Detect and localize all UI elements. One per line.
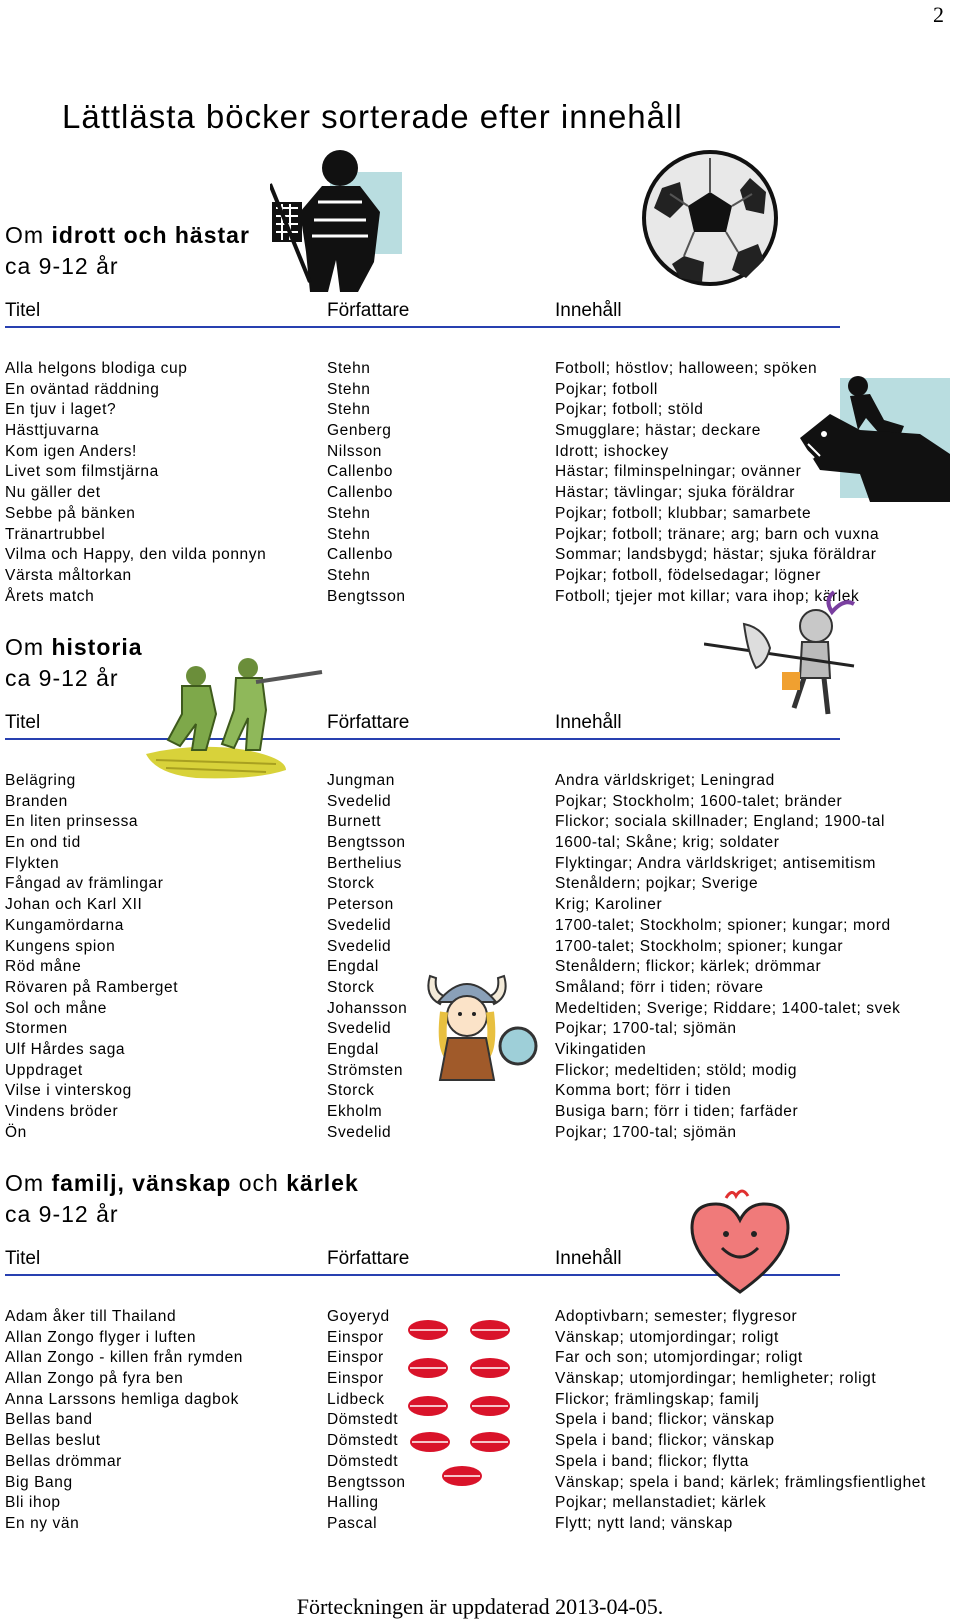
book-content: 1600-tal; Skåne; krig; soldater [555, 834, 780, 852]
book-content: Stenåldern; pojkar; Sverige [555, 875, 759, 893]
table-row [5, 855, 955, 876]
book-title: Årets match [5, 587, 95, 605]
book-author: Storck [327, 875, 375, 893]
book-author: Strömsten [327, 1061, 404, 1079]
book-title: Sol och måne [5, 999, 107, 1017]
col-content: Innehåll [555, 1248, 622, 1269]
book-content: Flyktingar; Andra världskriget; antisemitism [555, 854, 876, 872]
book-author: Goyeryd [327, 1308, 390, 1325]
table-row [5, 1124, 955, 1145]
book-title: Flykten [5, 854, 60, 872]
book-author: Svedelid [327, 937, 392, 955]
book-content: Pojkar; fotboll; klubbar; samarbete [555, 504, 812, 522]
book-title: Sebbe på bänken [5, 504, 136, 522]
book-author: Bengtsson [327, 1473, 406, 1491]
book-title: Uppdraget [5, 1061, 83, 1079]
book-title: Allan Zongo på fyra ben [5, 1370, 184, 1388]
book-author: Stehn [327, 401, 371, 419]
book-content: Smugglare; hästar; deckare [555, 422, 762, 440]
col-title: Titel [5, 1248, 41, 1269]
book-content: Vikingatiden [555, 1040, 647, 1058]
table-row [5, 813, 955, 834]
book-author: Stehn [327, 566, 371, 584]
book-author: Ekholm [327, 1103, 383, 1120]
horse-rider-icon [800, 374, 950, 502]
book-content: Flickor; sociala skillnader; England; 1900-tal [555, 813, 886, 831]
book-title: Stormen [5, 1020, 68, 1038]
book-title: Fångad av främlingar [5, 875, 164, 893]
table-row [5, 896, 955, 917]
book-author: Svedelid [327, 1020, 392, 1038]
book-title: Ön [5, 1123, 27, 1141]
book-author: Stehn [327, 380, 371, 398]
section-heading: Om idrott och hästar [5, 222, 250, 248]
col-author: Författare [327, 712, 410, 733]
table-row [5, 834, 955, 855]
book-content: Fotboll; tjejer mot killar; vara ihop; kärlek [555, 587, 860, 605]
book-author: Einspor [327, 1349, 384, 1367]
book-content: Pojkar; fotboll [555, 380, 658, 398]
table-row [5, 505, 955, 526]
heart-icon [686, 1188, 794, 1296]
book-content: Pojkar; Stockholm; 1600-talet; bränder [555, 792, 843, 810]
book-title: Vindens bröder [5, 1103, 119, 1120]
book-content: Far och son; utomjordingar; roligt [555, 1349, 803, 1367]
book-content: Pojkar; mellanstadiet; kärlek [555, 1494, 767, 1512]
table-row [5, 793, 955, 814]
table-row [5, 1515, 955, 1536]
hockey-goalie-icon [270, 142, 405, 294]
book-title: En liten prinsessa [5, 813, 139, 831]
book-author: Svedelid [327, 916, 392, 934]
book-author: Einspor [327, 1328, 384, 1346]
book-content: Fotboll; höstlov; halloween; spöken [555, 360, 818, 377]
book-author: Svedelid [327, 1123, 392, 1141]
book-content: Adoptivbarn; semester; flygresor [555, 1308, 798, 1325]
book-title: Vilse i vinterskog [5, 1082, 132, 1100]
book-author: Stehn [327, 360, 371, 377]
book-author: Jungman [327, 772, 395, 789]
soldiers-icon [136, 654, 326, 784]
book-title: Adam åker till Thailand [5, 1308, 177, 1325]
col-title: Titel [5, 300, 41, 321]
table-row [5, 526, 955, 547]
book-content: Pojkar; fotboll, födelsedagar; lögner [555, 566, 822, 584]
book-title: En tjuv i laget? [5, 401, 117, 419]
col-title: Titel [5, 712, 41, 733]
footer-updated: Förteckningen är uppdaterad 2013-04-05. [296, 1594, 664, 1619]
section-sports [5, 220, 955, 605]
col-content: Innehåll [555, 712, 622, 733]
book-title: Rövaren på Ramberget [5, 978, 179, 996]
book-content: Idrott; ishockey [555, 442, 669, 460]
book-title: Livet som filmstjärna [5, 463, 159, 481]
book-title: Vilma och Happy, den vilda ponnyn [5, 546, 267, 564]
book-title: Allan Zongo - killen från rymden [5, 1349, 244, 1367]
book-content: Krig; Karoliner [555, 896, 663, 914]
section-heading: Om familj, vänskap och kärlek [5, 1170, 359, 1196]
book-content: Spela i band; flickor; flytta [555, 1452, 750, 1470]
book-author: Dömstedt [327, 1432, 399, 1450]
table-row [5, 875, 955, 896]
section-heading: Om historia [5, 634, 143, 660]
book-title: Belägring [5, 772, 76, 789]
book-title: Branden [5, 792, 68, 810]
book-title: Nu gäller det [5, 484, 101, 502]
table-row [5, 1082, 955, 1103]
book-title: Ulf Hårdes saga [5, 1040, 126, 1058]
book-author: Callenbo [327, 463, 393, 481]
book-author: Peterson [327, 896, 394, 914]
book-author: Dömstedt [327, 1411, 399, 1429]
book-author: Genberg [327, 422, 392, 440]
book-title: Bellas band [5, 1411, 93, 1429]
book-content: Stenåldern; flickor; kärlek; drömmar [555, 958, 822, 976]
book-content: 1700-talet; Stockholm; spioner; kungar [555, 937, 844, 955]
column-headers [5, 300, 840, 328]
book-author: Johansson [327, 999, 408, 1017]
book-content: Busiga barn; förr i tiden; farfäder [555, 1103, 799, 1120]
book-title: Bellas drömmar [5, 1452, 122, 1470]
book-content: Spela i band; flickor; vänskap [555, 1411, 775, 1429]
book-title: Värsta måltorkan [5, 566, 132, 584]
book-author: Engdal [327, 958, 379, 976]
book-content: Hästar; filminspelningar; ovänner [555, 463, 802, 481]
page-title: Lättlästa böcker sorterade efter innehåll [62, 98, 683, 136]
table-row [5, 1103, 955, 1124]
book-author: Dömstedt [327, 1452, 399, 1470]
book-content: Flytt; nytt land; vänskap [555, 1514, 733, 1532]
book-title: Tränartrubbel [5, 525, 106, 543]
knight-icon [704, 588, 860, 722]
page-number: 2 [933, 2, 944, 27]
col-content: Innehåll [555, 300, 622, 321]
book-title: Kom igen Anders! [5, 442, 137, 460]
book-content: Pojkar; fotboll; tränare; arg; barn och vuxna [555, 525, 880, 543]
table-row [5, 546, 955, 567]
book-title: En oväntad räddning [5, 380, 160, 398]
book-author: Stehn [327, 525, 371, 543]
book-content: Pojkar; 1700-tal; sjömän [555, 1123, 737, 1141]
book-author: Burnett [327, 813, 382, 831]
book-content: Vänskap; utomjordingar; roligt [555, 1328, 779, 1346]
col-author: Författare [327, 1248, 410, 1269]
book-title: Hästtjuvarna [5, 422, 100, 440]
book-title: Johan och Karl XII [5, 896, 143, 914]
book-content: Medeltiden; Sverige; Riddare; 1400-talet; svek [555, 999, 901, 1017]
book-author: Storck [327, 978, 375, 996]
book-content: Vänskap; spela i band; kärlek; främlingsfientlighet [555, 1473, 926, 1491]
soccer-ball-icon [640, 148, 780, 288]
book-author: Stehn [327, 504, 371, 522]
book-title: Anna Larssons hemliga dagbok [5, 1390, 239, 1408]
section-age: ca 9-12 år [5, 665, 119, 691]
book-content: Hästar; tävlingar; sjuka föräldrar [555, 484, 796, 502]
kiss-lips-icon [406, 1316, 516, 1490]
book-author: Lidbeck [327, 1390, 385, 1408]
book-title: Big Bang [5, 1473, 73, 1491]
book-author: Svedelid [327, 792, 392, 810]
book-content: Vänskap; utomjordingar; hemligheter; roligt [555, 1370, 877, 1388]
book-content: Småland; förr i tiden; rövare [555, 978, 764, 996]
book-author: Nilsson [327, 442, 383, 460]
book-title: Allan Zongo flyger i luften [5, 1328, 197, 1346]
col-author: Författare [327, 300, 410, 321]
book-content: Andra världskriget; Leningrad [555, 772, 775, 789]
book-author: Storck [327, 1082, 375, 1100]
section-family [5, 1168, 955, 1532]
book-author: Callenbo [327, 484, 393, 502]
book-author: Callenbo [327, 546, 393, 564]
section-age: ca 9-12 år [5, 253, 119, 279]
book-author: Bengtsson [327, 834, 406, 852]
table-row [5, 567, 955, 588]
book-title: Kungens spion [5, 937, 116, 955]
book-title: Kungamördarna [5, 916, 124, 934]
book-title: Bli ihop [5, 1494, 61, 1512]
book-author: Bengtsson [327, 587, 406, 605]
book-title: En ond tid [5, 834, 81, 852]
table-row [5, 1494, 955, 1515]
book-content: Flickor; medeltiden; stöld; modig [555, 1061, 798, 1079]
book-author: Einspor [327, 1370, 384, 1388]
book-content: Sommar; landsbygd; hästar; sjuka föräldrar [555, 546, 877, 564]
book-author: Berthelius [327, 854, 402, 872]
section-age: ca 9-12 år [5, 1201, 119, 1227]
book-content: 1700-talet; Stockholm; spioner; kungar; mord [555, 916, 891, 934]
book-author: Engdal [327, 1040, 379, 1058]
book-author: Pascal [327, 1514, 378, 1532]
book-content: Pojkar; fotboll; stöld [555, 401, 704, 419]
book-content: Komma bort; förr i tiden [555, 1082, 732, 1100]
book-author: Halling [327, 1494, 379, 1512]
book-content: Spela i band; flickor; vänskap [555, 1432, 775, 1450]
book-title: En ny vän [5, 1514, 80, 1532]
book-content: Pojkar; 1700-tal; sjömän [555, 1020, 737, 1038]
table-row [5, 917, 955, 938]
book-title: Röd måne [5, 958, 82, 976]
book-title: Alla helgons blodiga cup [5, 360, 188, 377]
viking-girl-icon [414, 956, 542, 1084]
book-title: Bellas beslut [5, 1432, 101, 1450]
book-content: Flickor; främlingskap; familj [555, 1390, 760, 1408]
